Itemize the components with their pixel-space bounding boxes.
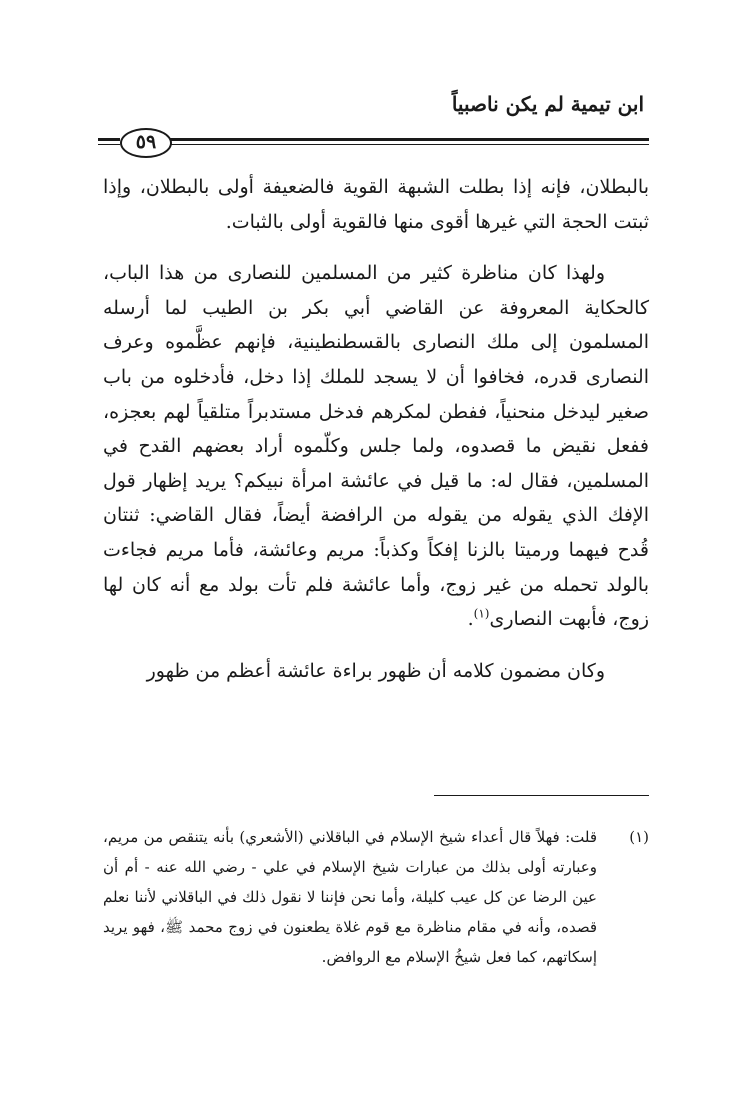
running-title: ابن تيمية لم يكن ناصبياً bbox=[451, 92, 644, 116]
header-rule-left bbox=[98, 138, 120, 145]
paragraph-1: بالبطلان، فإنه إذا بطلت الشبهة القوية فالضعيفة أولى بالبطلان، وإذا ثبتت الحجة التي غيرها أقوى منها فالقوية أولى بالثبات. bbox=[103, 176, 649, 233]
paragraph-2-text: ولهذا كان مناظرة كثير من المسلمين للنصارى من هذا الباب، كالحكاية المعروفة عن القاضي أبي بكر بن الطيب لما أرسله المسلمون إلى ملك النصارى بالقسطنطينية، فإنهم عظَّموه وعرف النصارى قدره، فخافوا أن لا يسجد للملك إذا دخل، فأدخلوه من باب صغير ليدخل منحنياً، ففطن لمكرهم فدخل مستدبراً متلقياً لهم بعجزه، ففعل نقيض ما قصدوه، ولما جلس وكلّموه أراد بعضهم القدح في المسلمين، فقال له: ما قيل في عائشة امرأة نبيكم؟ يريد إظهار قول الإفك الذي يقوله من يقوله من الرافضة أيضاً، فقال القاضي: ثنتان قُدح فيهما ورميتا بالزنا إفكاً وكذباً: مريم وعائشة، فأما مريم فجاءت بالولد تحمله من غير زوج، وأما عائشة فلم تأت بولد مع أنه كان لها زوج، فأبهت النصارى bbox=[103, 262, 649, 631]
footnote-text: قلت: فهلاً قال أعداء شيخ الإسلام في الباقلاني (الأشعري) بأنه يتنقص من مريم، وعبارته أولى بذلك من عبارات شيخ الإسلام في علي - رضي الله عنه - أم أن عين الرضا عن كل عيب كليلة، وأما نحن فإننا لا نقول ذلك في الباقلاني لأننا نعلم قصده، وأنه في مقام مناظرة مع قوم غلاة يطعنون في زوج محمد ﷺ، فهو يريد إسكاتهم، كما فعل شيخُ الإسلام مع الروافض. bbox=[103, 828, 597, 966]
sentence-end: . bbox=[467, 608, 474, 631]
header-rule bbox=[170, 138, 649, 145]
paragraph-3: وكان مضمون كلامه أن ظهور براءة عائشة أعظم من ظهور bbox=[146, 659, 605, 682]
body-text bbox=[103, 170, 649, 688]
paragraph-2 bbox=[103, 256, 649, 637]
footnote bbox=[103, 822, 649, 972]
footnote-reference[interactable]: (١) bbox=[473, 606, 490, 621]
page-number: ٥٩ bbox=[120, 128, 172, 158]
footnote-number: (١) bbox=[629, 828, 649, 846]
footnote-separator bbox=[434, 795, 649, 796]
